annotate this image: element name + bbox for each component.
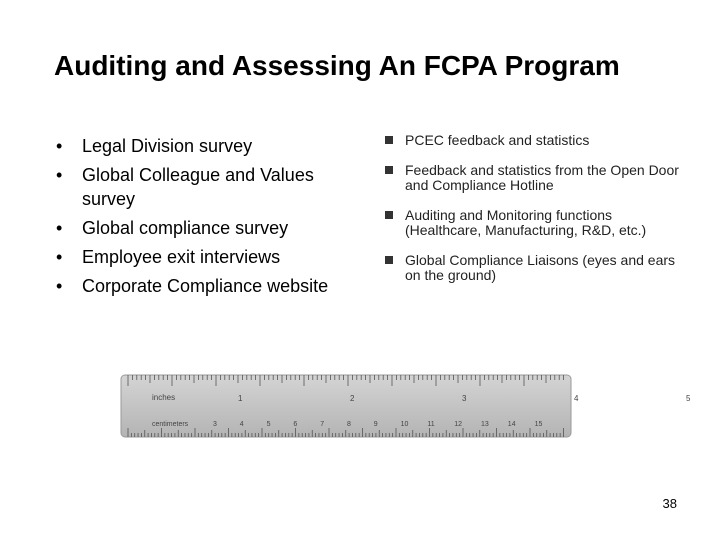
ruler-cm-number: 6 <box>293 421 298 428</box>
bullet-text: Auditing and Monitoring functions (Healthcare, Manufacturing, R&D, etc.) <box>405 207 647 238</box>
list-item <box>54 216 354 240</box>
ruler-inch-number: 4 <box>574 394 579 403</box>
ruler-inch-number: 1 <box>238 394 243 403</box>
list-item <box>385 208 685 238</box>
list-item <box>385 163 685 193</box>
ruler-inch-number: 5 <box>686 394 691 403</box>
bullet-dot-icon: • <box>56 218 63 238</box>
ruler-cm-number: 14 <box>507 421 516 428</box>
ruler-image <box>120 374 691 438</box>
ruler-body <box>121 375 571 437</box>
bullet-text: PCEC feedback and statistics <box>405 132 590 148</box>
bullet-text: Global Colleague and Values survey <box>82 165 314 209</box>
bullet-text: Global compliance survey <box>82 218 289 238</box>
list-item <box>385 253 685 283</box>
bullet-text: Legal Division survey <box>82 136 253 156</box>
bullet-text: Feedback and statistics from the Open Door and Compliance Hotline <box>405 162 679 193</box>
page-number: 38 <box>662 496 677 511</box>
slide-title: Auditing and Assessing An FCPA Program <box>54 50 620 81</box>
list-item <box>54 245 354 269</box>
bullet-dot-icon: • <box>56 276 63 296</box>
ruler-inch-number: 3 <box>462 394 467 403</box>
right-bullet-list <box>385 133 685 298</box>
ruler-cm-number: 5 <box>266 421 271 428</box>
ruler-cm-number: 8 <box>347 421 351 428</box>
ruler-cm-number: 9 <box>373 421 378 428</box>
ruler-cm-number: 13 <box>481 421 489 428</box>
square-bullet-icon <box>385 211 393 219</box>
bullet-dot-icon: • <box>56 136 63 156</box>
ruler-cm-label: centimeters <box>152 421 189 428</box>
ruler-cm-number: 3 <box>213 421 217 428</box>
square-bullet-icon <box>385 166 393 174</box>
ruler-inches-label: inches <box>152 393 176 402</box>
square-bullet-icon <box>385 256 393 264</box>
bullet-text: Global Compliance Liaisons (eyes and ears on the ground) <box>405 252 676 283</box>
ruler-inch-number: 2 <box>350 394 355 403</box>
list-item <box>54 274 354 298</box>
ruler-cm-number: 12 <box>454 421 462 428</box>
bullet-dot-icon: • <box>56 247 63 267</box>
list-item <box>54 163 354 211</box>
ruler-cm-number: 4 <box>239 421 244 428</box>
list-item <box>385 133 685 148</box>
bullet-text: Corporate Compliance website <box>82 276 329 296</box>
ruler-cm-number: 10 <box>400 421 409 428</box>
bullet-text: Employee exit interviews <box>82 247 281 267</box>
ruler-cm-number: 7 <box>320 421 325 428</box>
bullet-dot-icon: • <box>56 165 63 185</box>
ruler-cm-number: 11 <box>427 421 435 428</box>
ruler-cm-number: 15 <box>534 421 543 428</box>
square-bullet-icon <box>385 136 393 144</box>
list-item <box>54 134 354 158</box>
left-bullet-list <box>54 134 354 303</box>
